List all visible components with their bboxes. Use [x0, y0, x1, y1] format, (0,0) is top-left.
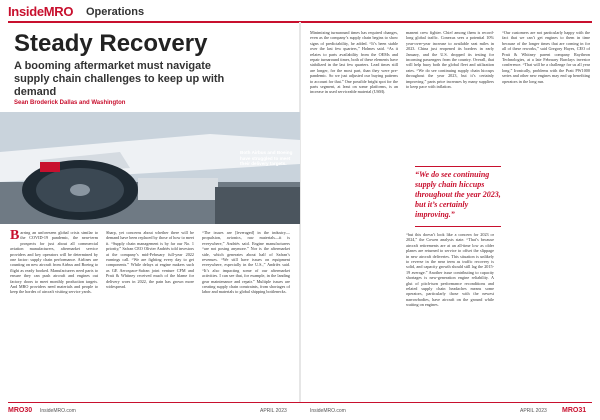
body-column-3 — [202, 230, 290, 396]
aircraft-engine-image — [0, 112, 300, 224]
body-column-5b — [406, 232, 494, 396]
drop-cap: B — [10, 230, 20, 243]
article-deck: A booming aftermarket must navigate supply chain challenges to keep up with demand — [14, 60, 225, 98]
body-column-4 — [310, 30, 398, 396]
byline: Sean Broderick Dallas and Washington — [14, 100, 126, 106]
magazine-logo: InsideMRO — [8, 4, 74, 19]
body-text: Minimizing turnaround times has required changes, even as the company’s supply chain begins to show signs of predictability, he added. “It’s been stable over the last few quarters,” Holmes said. “As it relates to parts availability from the OEMs and repair turnaround times, both of these elements have stabilized in the last few quarters. Lead times still are longer, for the most part, than they were pre-pandemic. So we just adjusted our buying patterns to account for that.” One possible bright spot for the parts segment, at least on some platforms, is an increase in used serviceable material (USM). — [310, 30, 398, 95]
body-text: “but this doesn’t look like a concern for 2023 or 2024,” the Cowen analysts state. “That’s because aircraft retirements are at an all-time low as older planes are returned to service to offset the slippage in new aircraft deliveries. This situation is unlikely to reverse in the near term as traffic recovery is solid, and capacity growth should still lag the 2015-19 average.” Another issue contributing to capacity shortages is new-generation engine reliability. A glut of pitch-turn performance reconditions and related supply chain headaches means some operators, particularly those with the newest narrowbodies, have aircraft on the ground while waiting on engines. — [406, 232, 494, 308]
page-number-right: MRO31 — [562, 407, 587, 414]
pullquote-rule-top — [415, 166, 501, 167]
body-text: Sharp, yet concerns about whether there will be demand have been replaced by those of how to meet it. “Supply chain management is by far our No. 1 priority,” Safran CEO Olivier Andriès told investors at the company’s mid-February full-year 2022 earnings call. “We are fighting every day to get components.” While delays at engine makers such as GE Aerospace-Safran joint venture CFM and Pratt & Whitney received much of the blame for delivery woes in 2022, the pain has grown more widespread. — [106, 230, 194, 290]
pullquote-rule-bottom — [415, 226, 501, 227]
article-title: Steady Recovery — [14, 30, 208, 57]
pull-quote: “We do see continuing supply chain hiccups throughout the year 2023, but it’s certainly improving.” — [415, 170, 501, 219]
page-number-left: MRO30 — [8, 407, 33, 414]
footer-site-right: InsideMRO.com — [310, 408, 346, 414]
footer-date-left: APRIL 2023 — [260, 408, 287, 414]
body-column-1 — [10, 230, 98, 396]
body-text: manent crew fighter. Chief among them is record-long global traffic. Conexus sees a potential 10% year-over-year increase to available seat miles in 2023. China just reopened its borders in early January, and the U.S. dropped its testing for incoming passengers from the country. Overall, that will help buoy both the global fleet and utilization rates. “We do see continuing supply chain hiccups throughout the year 2023, but it’s certainly improving.” parts price increases by many suppliers to keep pace with inflation. — [406, 30, 494, 90]
body-text: “Our customers are not particularly happy with the fact that we can’t get engines to them in time because of the longer times that are coming in for all of these reworks,” said Gregory Hayes, CEO of Pratt & Whitney parent company Raytheon Technologies, at a late February Barclays investor conference. “That will be a challenge for us all year long.” Ironically, problems with the Pratt PW1000 series and other new engines may end up benefiting operators in the long run. — [502, 30, 590, 84]
photo-caption: Both Airbus and Boeing have struggled to meet their delivery targets. — [240, 150, 293, 167]
body-column-6 — [502, 30, 590, 396]
body-column-2 — [106, 230, 194, 396]
section-title: Operations — [86, 6, 145, 18]
body-text: “The issues are [leveraged] in the industry—propulsion, avionics, raw materials—it is everywhere,” Andriès said. Engine manufacturers “are not posing anymore.” Nor is the aftermarket side, which generates about half of Safran’s revenues. “We still have issues on equipment everywhere, especially in the U.S.,” Andriès said. “It’s also impacting some of our aftermarket activities. I can see that, for example, in the landing gear maintenance and repair.” Multiple issues are creating supply chain constraints, from shortages of labor and materials to global shipping bottlenecks. — [202, 230, 290, 295]
page-header — [0, 0, 600, 22]
body-text: arring an unforeseen global crisis similar to the COVID-19 pandemic, the near-term prospects for just about all commercial aviation manufacturers, aftermarket service providers and key operators will be determined by one factor: supply chain performance. Airlines are counting on new aircraft from Airbus and Boeing to flight as ready booked. Manufacturers need parts to ensure they can push aircraft and engines out factory doors to meet monthly production targets. And MRO providers need materials and people to keep the hordes of aircraft visiting service yards. — [10, 230, 98, 295]
footer-date-right: APRIL 2023 — [520, 408, 547, 414]
footer-rule — [8, 402, 592, 403]
page-footer — [0, 404, 600, 420]
footer-site-left: InsideMRO.com — [40, 408, 76, 414]
body-column-5 — [406, 30, 494, 162]
aircraft-photo — [0, 112, 300, 224]
